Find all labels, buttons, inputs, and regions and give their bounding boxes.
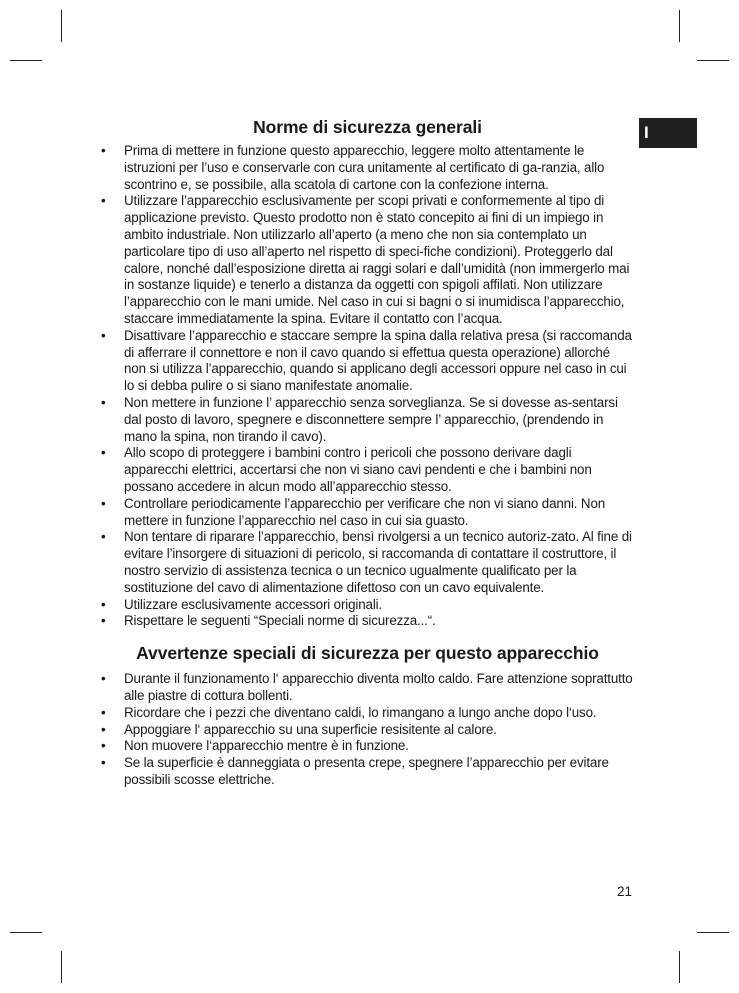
section-title-general-safety: Norme di sicurezza generali — [253, 117, 482, 137]
list-item: • Appoggiare l‘ apparecchio su una superficie resisitente al calore. — [100, 722, 635, 739]
list-item: • Allo scopo di proteggere i bambini contro i pericoli che possono derivare dagli apparecchi elettrici, accertarsi che non vi siano cavi pendenti e che i bambini non possano accedere in alcun modo all’apparecchio stesso. — [100, 445, 635, 495]
crop-mark-bottom-left-vertical — [61, 951, 62, 983]
crop-mark-bottom-right-horizontal — [697, 932, 729, 933]
list-item: • Durante il funzionamento l‘ apparecchio diventa molto caldo. Fare attenzione soprattutto alle piastre di cottura bollenti. — [100, 671, 635, 705]
list-item: • Prima di mettere in funzione questo apparecchio, leggere molto attentamente le istruzioni per l’uso e conservarle con cura unitamente al certificato di ga-ranzia, allo scontrino e, se possibile, alla scatola di cartone con la confezione interna. — [100, 143, 635, 193]
page-number: 21 — [616, 884, 632, 899]
crop-mark-top-right-vertical — [679, 10, 680, 42]
crop-mark-top-right-horizontal — [697, 60, 729, 61]
list-item: • Se la superficie è danneggiata o presenta crepe, spegnere l’apparecchio per evitare possibili scosse elettriche. — [100, 755, 635, 789]
crop-mark-bottom-right-vertical — [679, 951, 680, 983]
list-item: • Utilizzare l’apparecchio esclusivamente per scopi privati e conformemente al tipo di applicazione previsto. Questo prodotto non è stato concepito ai fini di un impiego in ambito industriale. Non utilizzarlo all’aperto (a meno che non sia contemplato un particolare tipo di uso all’aperto nel rispetto di speci-fiche condizioni). Proteggerlo dal calore, nonché dall’esposizione diretta ai raggi solari e dall’umidità (non immergerlo mai in sostanze liquide) e tenerlo a distanza da oggetti con spigoli affilati. Non utilizzare l’apparecchio con le mani umide. Nel caso in cui si bagni o si inumidisca l’apparecchio, staccare immediatamente la spina. Evitare il contatto con l’acqua. — [100, 193, 635, 327]
page-content — [100, 115, 635, 789]
language-tab: I — [639, 118, 697, 148]
list-item: • Disattivare l’apparecchio e staccare sempre la spina dalla relativa presa (si raccomanda di afferrare il connettore e non il cavo quando si effettua questa operazione) allorché non si utilizza l’apparecchio, quando si applicano degli accessori oppure nel caso in cui lo si debba pulire o si siano manifestate anomalie. — [100, 328, 635, 395]
crop-mark-top-left-horizontal — [10, 60, 42, 61]
list-item: • Ricordare che i pezzi che diventano caldi, lo rimangano a lungo anche dopo l‘uso. — [100, 705, 635, 722]
special-warnings-list — [100, 671, 635, 789]
general-safety-list — [100, 143, 635, 630]
list-item: • Utilizzare esclusivamente accessori originali. — [100, 597, 635, 614]
list-item: • Rispettare le seguenti “Speciali norme di sicurezza...“. — [100, 613, 635, 630]
list-item: • Non muovere l‘apparecchio mentre è in funzione. — [100, 738, 635, 755]
crop-mark-top-left-vertical — [61, 10, 62, 42]
list-item: • Controllare periodicamente l’apparecchio per verificare che non vi siano danni. Non mettere in funzione l’apparecchio nel caso in cui sia guasto. — [100, 496, 635, 530]
section-title-special-warnings: Avvertenze speciali di sicurezza per questo apparecchio — [136, 643, 599, 664]
list-item: • Non tentare di riparare l’apparecchio, bensì rivolgersi a un tecnico autoriz-zato. Al fine di evitare l’insorgere di situazioni di pericolo, si raccomanda di contattare il costruttore, il nostro servizio di assistenza tecnica o un tecnico ugualmente qualificato per la sostituzione del cavo di alimentazione difettoso con un cavo equivalente. — [100, 529, 635, 596]
crop-mark-bottom-left-horizontal — [10, 932, 42, 933]
list-item: • Non mettere in funzione l’ apparecchio senza sorveglianza. Se si dovesse as-sentarsi dal posto di lavoro, spegnere e disconnettere sempre l’ apparecchio, (prendendo in mano la spina, non tirando il cavo). — [100, 395, 635, 445]
